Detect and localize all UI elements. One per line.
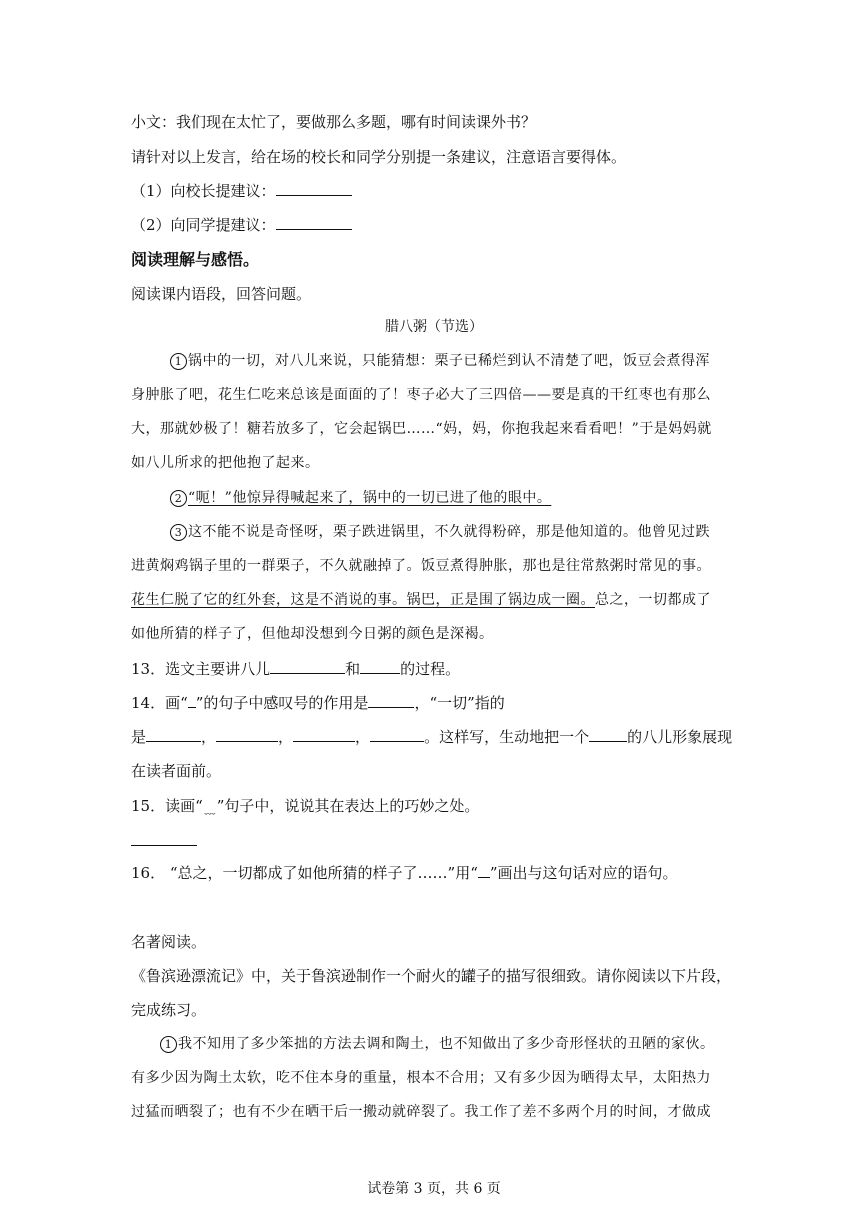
passage-p1-line4: 如八儿所求的把他抱了起来。 xyxy=(131,455,320,471)
passage-p3-line2: 进黄焖鸡锅子里的一群栗子，不久就融掉了。饭豆煮得肿胀，那也是往常熬粥时常见的事。 xyxy=(131,558,711,574)
answer-blank[interactable] xyxy=(368,692,414,708)
question-15: 15．读画“ ﹏ ”句子中，说说其在表达上的巧妙之处。 xyxy=(131,795,479,821)
answer-blank[interactable] xyxy=(146,726,201,742)
underlined-sentence: 花生仁脱了它的红外套，这是不消说的事。锅巴，正是围了锅边成一圈。 xyxy=(131,592,595,608)
classic-p1-line1: 1 我不知用了多少笨拙的方法去调和陶土，也不知做出了多少奇形怪状的丑陋的家伙。 xyxy=(160,1033,715,1055)
section-heading-reading: 阅读理解与感悟。 xyxy=(131,250,260,269)
classic-p1-line3: 过猛而晒裂了；也有不少在晒干后一搬动就碎裂了。我工作了差不多两个月的时间，才做成 xyxy=(131,1104,711,1120)
suggestion-principal-label: （1）向校长提建议： xyxy=(131,182,276,200)
passage-p2-line1 xyxy=(170,487,551,509)
passage-p3-line3: 花生仁脱了它的红外套，这是不消说的事。锅巴，正是围了锅边成一圈。总之，一切都成了 xyxy=(131,592,711,608)
answer-blank[interactable] xyxy=(589,726,627,742)
answer-blank[interactable] xyxy=(293,726,355,742)
question-16: 16． “总之，一切都成了如他所猜的样子了……”用“ ”画出与这句话对应的语句。 xyxy=(131,864,678,882)
question-14-line3: 在读者面前。 xyxy=(131,762,222,780)
paragraph-number: 2 xyxy=(170,490,187,507)
answer-blank[interactable] xyxy=(270,658,345,674)
passage-title: 腊八粥（节选） xyxy=(385,319,483,335)
page-footer: 试卷第 3 页，共 6 页 xyxy=(367,1181,501,1197)
question-14-line1: 14．画“ ”的句子中感叹号的作用是 ，“一切”指的 xyxy=(131,694,505,712)
passage-p1-line3: 大，那就妙极了！糖若放多了，它会起锅巴……“妈，妈，你抱我起来看看吧！”于是妈妈就 xyxy=(131,421,712,437)
passage-p3-line4: 如他所猜的样子了，但他却没想到今日粥的颜色是深褐。 xyxy=(131,626,494,642)
section-heading-classic: 名著阅读。 xyxy=(131,933,207,951)
passage-p3-line1: 3 这不能不说是奇怪呀，栗子跌进锅里，不久就得粉碎，那是他知道的。他曾见过跌 xyxy=(170,521,710,543)
answer-blank[interactable] xyxy=(216,726,278,742)
passage-p1-line2: 身肿胀了吧，花生仁吃来总该是面面的了！枣子必大了三四倍——要是真的干红枣也有那么 xyxy=(131,387,711,403)
underlined-sentence: “呃！”他惊异得喊起来了，锅中的一切已进了他的眼中。 xyxy=(188,490,552,506)
underline-mark xyxy=(478,869,490,878)
suggestion-classmates-label: （2）向同学提建议： xyxy=(131,216,276,234)
reading-intro: 阅读课内语段，回答问题。 xyxy=(131,285,312,303)
question-14-line2: 是 ， ， ， 。这样写，生动地把一个 的八儿形象展现 xyxy=(131,728,733,746)
classic-intro-line2: 完成练习。 xyxy=(131,1001,207,1019)
answer-blank[interactable] xyxy=(276,214,352,230)
answer-blank[interactable] xyxy=(131,845,197,846)
answer-blank[interactable] xyxy=(360,658,400,674)
speech-xiaowen: 小文：我们现在太忙了，要做那么多题，哪有时间读课外书？ xyxy=(131,113,537,131)
underline-mark xyxy=(188,699,196,708)
paragraph-number: 3 xyxy=(170,524,187,541)
classic-p1-line2: 有多少因为陶土太软，吃不住本身的重量，根本不合用；又有多少因为晒得太早，太阳热力 xyxy=(131,1070,711,1086)
passage-p1-line1: 1 锅中的一切，对八儿来说，只能猜想：栗子已稀烂到认不清楚了吧，饭豆会煮得浑 xyxy=(170,350,710,372)
classic-intro-line1: 《鲁滨逊漂流记》中，关于鲁滨逊制作一个耐火的罐子的描写很细致。请你阅读以下片段， xyxy=(131,967,732,985)
speech-instruction: 请针对以上发言，给在场的校长和同学分别提一条建议，注意语言要得体。 xyxy=(131,148,627,166)
paragraph-number: 1 xyxy=(170,353,187,370)
answer-blank[interactable] xyxy=(370,726,424,742)
paragraph-number: 1 xyxy=(160,1036,177,1053)
question-13: 13．选文主要讲八儿 和 的过程。 xyxy=(131,660,461,678)
answer-blank[interactable] xyxy=(276,180,352,196)
suggestion-principal xyxy=(131,180,352,202)
suggestion-classmates xyxy=(131,214,352,236)
wavy-underline-mark: ﹏ xyxy=(204,803,216,816)
